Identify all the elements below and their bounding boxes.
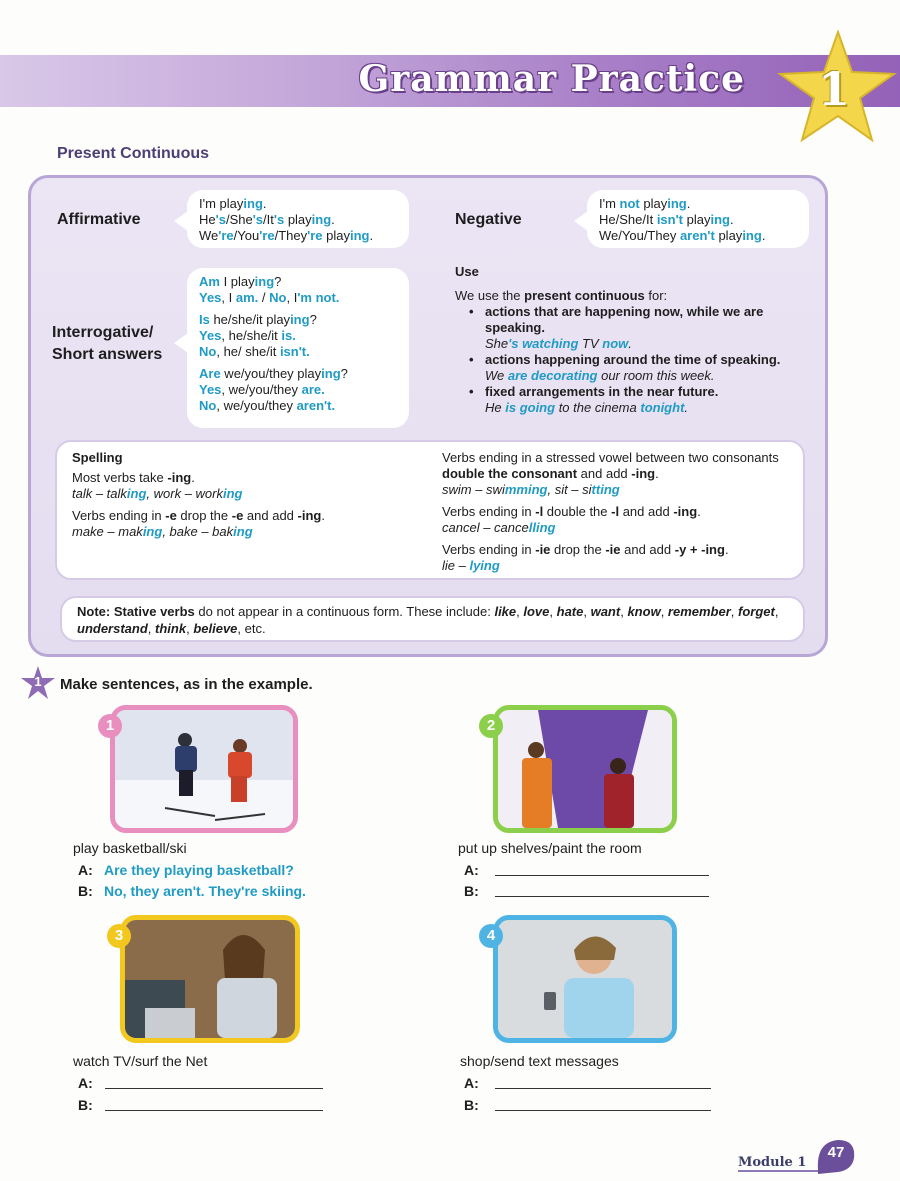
text-segment: , <box>583 604 591 619</box>
text-line <box>199 312 397 328</box>
text-segment: aren't <box>679 228 715 243</box>
text-segment: Are <box>199 366 221 381</box>
text-segment: -ing <box>297 508 322 523</box>
text-segment: , bake – bak <box>162 524 234 539</box>
text-segment: 're <box>259 228 275 243</box>
text-segment: , work – work <box>146 486 223 501</box>
text-segment: talk – talk <box>72 486 127 501</box>
text-line <box>599 196 797 212</box>
text-segment: 'm not. <box>297 290 340 305</box>
spelling-heading: Spelling <box>72 450 123 465</box>
text-line <box>199 382 397 398</box>
text-segment: ing <box>742 228 762 243</box>
text-line <box>199 328 397 344</box>
text-segment: /She <box>225 212 253 227</box>
note-box <box>60 596 805 642</box>
text-segment: , etc. <box>237 621 266 636</box>
use-item <box>465 304 825 352</box>
affirmative-bubble <box>187 190 409 248</box>
text-segment: isn't <box>656 212 684 227</box>
text-segment: play <box>714 228 743 243</box>
text-segment: 's <box>215 212 226 227</box>
item-3-b-label: B: <box>78 1097 93 1113</box>
text-segment: ing <box>710 212 730 227</box>
exercise-instruction: Make sentences, as in the example. <box>60 676 313 693</box>
text-segment: ? <box>274 274 282 289</box>
text-segment: is going <box>505 400 556 415</box>
item-4-b-label: B: <box>464 1097 479 1113</box>
text-segment: , <box>147 621 156 636</box>
painting-illustration <box>498 710 672 828</box>
use-heading: Use <box>455 264 479 279</box>
item-2-a-label: A: <box>464 862 479 878</box>
text-segment: want <box>590 604 621 619</box>
text-segment: ? <box>309 312 317 327</box>
text-segment: 're <box>307 228 323 243</box>
text-segment: 's <box>273 212 285 227</box>
text-segment: isn't. <box>279 344 310 359</box>
text-segment: /You <box>233 228 260 243</box>
note-text <box>77 603 788 637</box>
text-segment: , <box>730 604 739 619</box>
text-segment: ing <box>126 486 147 501</box>
text-segment: understand <box>77 621 148 636</box>
photo-laptop <box>120 915 300 1043</box>
spelling-right-rules <box>442 450 792 574</box>
item-1-a-answer: Are they playing basketball? <box>104 862 294 878</box>
text-segment: No <box>199 398 217 413</box>
text-segment: 's <box>252 212 264 227</box>
text-segment: . <box>724 542 729 557</box>
item-3-a-label: A: <box>78 1075 93 1091</box>
use-item <box>465 384 825 416</box>
text-segment: Verbs ending in <box>442 504 536 519</box>
item-3-a-answer-line[interactable] <box>105 1088 323 1089</box>
use-item-example <box>485 400 825 416</box>
text-segment: Is <box>199 312 210 327</box>
text-segment: . <box>729 212 734 227</box>
text-segment: Most verbs take <box>72 470 168 485</box>
item-2-prompt: put up shelves/paint the room <box>458 840 642 856</box>
photo-phone <box>493 915 677 1043</box>
use-intro: We use the present continuous for: <box>455 288 668 303</box>
spelling-rule-text <box>72 470 432 486</box>
text-segment: now <box>602 336 629 351</box>
text-segment: believe <box>193 621 238 636</box>
interrogative-groups <box>199 274 397 414</box>
text-segment: -ing <box>631 466 656 481</box>
text-segment: -ing <box>167 470 192 485</box>
text-segment: , <box>516 604 524 619</box>
text-segment: Verbs ending in a stressed vowel between two consonants <box>442 450 779 465</box>
spelling-rule <box>442 450 792 498</box>
skiing-illustration <box>115 710 293 828</box>
spelling-example <box>72 524 432 540</box>
text-segment: Note: Stative verbs <box>77 604 195 619</box>
text-segment: and add <box>620 542 675 557</box>
text-segment: double the consonant <box>442 466 578 481</box>
text-line <box>199 228 397 244</box>
spelling-left-rules <box>72 470 432 540</box>
use-item-example <box>485 336 825 352</box>
text-segment: -e <box>231 508 244 523</box>
text-segment: play <box>322 228 350 243</box>
text-segment: drop the <box>550 542 606 557</box>
item-4-a-label: A: <box>464 1075 479 1091</box>
use-block <box>455 264 825 416</box>
text-segment: is. <box>281 328 296 343</box>
text-segment: are decorating <box>507 368 598 383</box>
text-segment: Yes <box>199 382 222 397</box>
item-1-b-answer: No, they aren't. They're skiing. <box>104 883 306 899</box>
text-segment: Am <box>199 274 220 289</box>
text-segment: ing <box>243 196 263 211</box>
text-segment: Verbs ending in <box>442 542 536 557</box>
text-segment: . <box>697 504 701 519</box>
text-segment: 's watching <box>508 336 579 351</box>
text-segment: 're <box>218 228 234 243</box>
negative-lines <box>599 196 797 244</box>
text-segment: he/she/it play <box>209 312 291 327</box>
page-title: Grammar Practice <box>358 58 745 100</box>
text-segment: -ie <box>535 542 551 557</box>
spelling-rule <box>72 470 432 502</box>
text-segment: we/you/they play <box>220 366 322 381</box>
text-line <box>199 344 397 360</box>
text-line <box>599 212 797 228</box>
text-segment: She <box>485 336 509 351</box>
spelling-rule-text <box>442 504 792 520</box>
text-segment: and add <box>577 466 632 481</box>
text-segment: think <box>155 621 187 636</box>
text-segment: play <box>683 212 711 227</box>
text-segment: not <box>619 196 640 211</box>
text-segment: make – mak <box>72 524 143 539</box>
text-segment: ing <box>142 524 163 539</box>
text-segment: / <box>258 290 270 305</box>
item-number-badge: 2 <box>479 714 503 738</box>
text-segment: . <box>686 196 691 211</box>
item-2-b-answer-line[interactable] <box>495 896 709 897</box>
text-segment: I'm <box>599 196 620 211</box>
text-segment: We <box>199 228 219 243</box>
text-line <box>199 398 397 414</box>
text-segment: play <box>284 212 312 227</box>
text-segment: ing <box>254 274 275 289</box>
spelling-rule <box>72 508 432 540</box>
text-segment: Yes <box>199 290 222 305</box>
text-segment: do not appear in a continuous form. These include: <box>194 604 495 619</box>
footer-module: Module 1 <box>738 1155 820 1172</box>
text-segment: lying <box>469 558 500 573</box>
item-1-b-label: B: <box>78 883 93 899</box>
use-item-example <box>485 368 825 384</box>
text-segment: play <box>639 196 668 211</box>
item-4-prompt: shop/send text messages <box>460 1053 619 1069</box>
text-segment: drop the <box>176 508 232 523</box>
affirmative-label: Affirmative <box>57 211 141 228</box>
text-segment: He <box>485 400 506 415</box>
text-segment: I play <box>219 274 255 289</box>
text-segment: -ie <box>605 542 621 557</box>
item-1-a-label: A: <box>78 862 93 878</box>
text-segment: double the <box>543 504 612 519</box>
spelling-rule-text <box>442 542 792 558</box>
text-segment: hate <box>556 604 584 619</box>
spelling-rule-text <box>442 450 792 482</box>
laptop-illustration <box>125 920 295 1038</box>
text-segment: TV <box>578 336 603 351</box>
item-4-a-answer-line[interactable] <box>495 1088 711 1089</box>
item-2-a-answer-line[interactable] <box>495 875 709 876</box>
text-segment: swim – swi <box>442 482 505 497</box>
use-item-title: • actions that are happening now, while we are speaking. <box>485 304 764 335</box>
spelling-rule <box>442 542 792 574</box>
interrogative-label: Interrogative/ Short answers <box>52 324 163 363</box>
photo-skiing <box>110 705 298 833</box>
text-segment: lling <box>528 520 556 535</box>
text-segment: lie – <box>442 558 470 573</box>
text-segment: ing <box>223 486 243 501</box>
text-segment: to the cinema <box>555 400 641 415</box>
photo-painting <box>493 705 677 833</box>
text-segment: He <box>199 212 216 227</box>
text-segment: No <box>199 344 217 359</box>
text-segment: mming <box>504 482 548 497</box>
item-4-b-answer-line[interactable] <box>495 1110 711 1111</box>
use-item-title: • fixed arrangements in the near future. <box>485 384 719 399</box>
text-segment: am. <box>235 290 259 305</box>
text-segment: cancel – cance <box>442 520 529 535</box>
text-segment: . <box>331 212 335 227</box>
text-segment: are. <box>301 382 325 397</box>
text-line <box>199 274 397 290</box>
text-segment: , I <box>221 290 236 305</box>
text-segment: know <box>627 604 661 619</box>
text-segment: ing <box>667 196 687 211</box>
text-segment: ing <box>321 366 341 381</box>
text-segment: , he/she/it <box>221 328 282 343</box>
bubble-tail <box>574 211 588 231</box>
text-segment: and add <box>619 504 674 519</box>
text-segment: We/You/They <box>599 228 680 243</box>
text-segment: We <box>485 368 508 383</box>
text-segment: . <box>191 470 195 485</box>
module-number: 1 <box>817 62 850 116</box>
text-segment: tting <box>591 482 620 497</box>
text-segment: , we/you/they <box>221 382 302 397</box>
text-segment: ? <box>340 366 348 381</box>
text-line <box>599 228 797 244</box>
use-item <box>465 352 825 384</box>
text-segment: remember <box>667 604 731 619</box>
text-segment: No <box>269 290 287 305</box>
spelling-example <box>442 558 792 574</box>
negative-label: Negative <box>455 211 522 228</box>
item-2-b-label: B: <box>464 883 479 899</box>
text-segment: , he/ she/it <box>216 344 280 359</box>
text-segment: . <box>628 336 632 351</box>
item-3-b-answer-line[interactable] <box>105 1110 323 1111</box>
spelling-example <box>442 520 792 536</box>
text-segment: forget <box>738 604 775 619</box>
interrogative-bubble <box>187 268 409 428</box>
bubble-tail <box>174 211 188 231</box>
text-segment: He/She/It <box>599 212 657 227</box>
spelling-rule-text <box>72 508 432 524</box>
item-3-prompt: watch TV/surf the Net <box>73 1053 208 1069</box>
text-segment: ing <box>290 312 310 327</box>
text-segment: ing <box>349 228 370 243</box>
text-segment: . <box>321 508 325 523</box>
item-1-prompt: play basketball/ski <box>73 840 187 856</box>
spelling-example <box>442 482 792 498</box>
text-line <box>199 366 397 382</box>
text-segment: -ing <box>673 504 698 519</box>
text-segment: /They <box>274 228 308 243</box>
text-segment: -l <box>535 504 544 519</box>
text-segment: , <box>660 604 668 619</box>
text-line <box>199 196 397 212</box>
text-segment: ing <box>233 524 253 539</box>
negative-bubble <box>587 190 809 248</box>
bubble-tail <box>174 333 188 353</box>
text-segment: . <box>684 400 689 415</box>
page-number: 47 <box>827 1144 845 1161</box>
text-segment: , we/you/they <box>216 398 297 413</box>
text-segment: -l <box>611 504 620 519</box>
use-list <box>465 304 825 416</box>
phone-illustration <box>498 920 672 1038</box>
text-segment: ing <box>311 212 332 227</box>
text-segment: -y + -ing <box>674 542 725 557</box>
text-segment: , <box>549 604 557 619</box>
text-segment: , sit – si <box>547 482 592 497</box>
text-segment: like <box>494 604 517 619</box>
text-segment: , <box>774 604 779 619</box>
text-segment: our room this week. <box>597 368 715 383</box>
text-segment: , I <box>286 290 298 305</box>
text-segment: love <box>523 604 550 619</box>
text-segment: aren't. <box>296 398 336 413</box>
text-segment: tonight <box>640 400 685 415</box>
spelling-example <box>72 486 432 502</box>
text-segment: . <box>262 196 267 211</box>
affirmative-lines <box>199 196 397 244</box>
exercise-number: 1 <box>34 674 42 689</box>
text-segment: . <box>761 228 766 243</box>
section-title: Present Continuous <box>57 145 210 162</box>
item-number-badge: 4 <box>479 924 503 948</box>
text-segment: and add <box>243 508 298 523</box>
text-segment: . <box>369 228 374 243</box>
text-segment: /It <box>263 212 274 227</box>
text-segment: , <box>620 604 628 619</box>
text-segment: Yes <box>199 328 222 343</box>
item-number-badge: 1 <box>98 714 122 738</box>
text-segment: , <box>186 621 194 636</box>
spelling-box <box>55 440 805 580</box>
spelling-rule <box>442 504 792 536</box>
text-segment: -e <box>165 508 177 523</box>
text-line <box>199 290 397 306</box>
text-segment: . <box>655 466 659 481</box>
text-line <box>199 212 397 228</box>
text-segment: I'm play <box>199 196 244 211</box>
text-segment: Verbs ending in <box>72 508 166 523</box>
item-number-badge: 3 <box>107 924 131 948</box>
use-item-title: • actions happening around the time of speaking. <box>485 352 781 367</box>
